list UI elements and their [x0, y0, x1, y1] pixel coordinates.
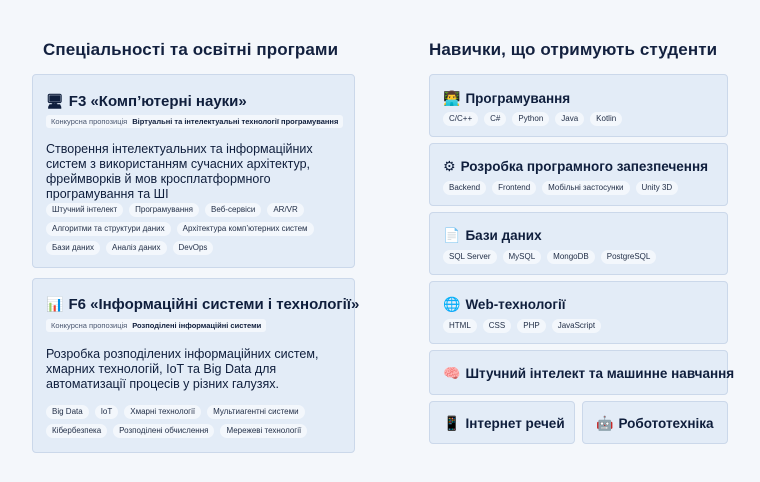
skill-title-text: Бази даних — [465, 228, 542, 243]
tag: Big Data — [46, 405, 89, 419]
tag: Бази даних — [46, 241, 100, 255]
tag: Аналіз даних — [106, 241, 167, 255]
program-tags — [46, 203, 351, 255]
tag: MySQL — [503, 250, 542, 264]
program-description: Розробка розподілених інформаційних систем, хмарних технологій, IoT та Big Data для автоматизації процесів у різних галузях. — [46, 347, 319, 391]
left-column-title: Спеціальності та освітні програми — [43, 40, 339, 59]
tag: Алгоритми та структури даних — [46, 222, 171, 236]
program-description: Створення інтелектуальних та інформаційних систем з використанням сучасних архітектур, фреймворків й мов кросплатформного програмування та ШІ — [46, 142, 313, 201]
skill-title-text: Web-технології — [465, 297, 566, 312]
tag: Штучний інтелект — [46, 203, 123, 217]
program-title — [46, 93, 247, 110]
document-icon: 📄 — [443, 227, 461, 244]
skill-tags — [443, 181, 678, 195]
tag: PostgreSQL — [601, 250, 657, 264]
proposal-badge — [46, 319, 266, 332]
tag: AR/VR — [267, 203, 303, 217]
skill-card-small — [429, 401, 575, 444]
skill-title — [443, 366, 734, 381]
proposal-value: Розподілені інформаційні системи — [132, 321, 262, 330]
tag: Кібербезпека — [46, 424, 107, 438]
gear-icon: ⚙ — [443, 158, 456, 175]
tag: Розподілені обчислення — [113, 424, 214, 438]
brain-icon: 🧠 — [443, 365, 461, 382]
program-title — [46, 296, 359, 313]
tag: Архітектура комп’ютерних систем — [177, 222, 314, 236]
tag: DevOps — [173, 241, 214, 255]
skill-card — [429, 143, 728, 206]
proposal-label: Конкурсна пропозиція — [51, 117, 128, 126]
proposal-label: Конкурсна пропозиція — [51, 321, 128, 330]
tag: Хмарні технології — [124, 405, 201, 419]
tag: Kotlin — [590, 112, 622, 126]
program-card — [32, 278, 360, 453]
tag: Програмування — [129, 203, 199, 217]
tag: Мережеві технології — [220, 424, 307, 438]
tag: Мультиагентні системи — [207, 405, 305, 419]
tag: Unity 3D — [636, 181, 679, 195]
tag: Frontend — [492, 181, 536, 195]
skill-tags — [443, 319, 601, 333]
skill-title-text: Розробка програмного запезпечення — [460, 159, 708, 174]
tag: Веб-сервіси — [205, 203, 261, 217]
skill-title — [443, 159, 708, 174]
skill-card-small — [582, 401, 728, 444]
skill-title — [443, 228, 542, 243]
proposal-value: Віртуальні та інтелектуальні технології програмування — [132, 117, 339, 126]
tag: PHP — [517, 319, 545, 333]
tag: JavaScript — [552, 319, 601, 333]
globe-icon: 🌐 — [443, 296, 461, 313]
skill-tags — [443, 112, 622, 126]
skill-title-text: Інтернет речей — [465, 416, 565, 431]
tag: Java — [555, 112, 584, 126]
robot-icon: 🤖 — [596, 415, 614, 432]
skill-title-text: Штучний інтелект та машинне навчання — [465, 366, 735, 381]
skill-title-text: Програмування — [465, 91, 571, 106]
skill-card — [429, 212, 728, 275]
skill-title — [443, 416, 565, 431]
skill-card — [429, 281, 728, 344]
program-tags — [46, 405, 351, 438]
tag: HTML — [443, 319, 477, 333]
program-card — [32, 74, 355, 268]
right-column-title: Навички, що отримують студенти — [429, 40, 718, 59]
tag: CSS — [483, 319, 511, 333]
skill-tags — [443, 250, 656, 264]
bar-chart-icon: 📊 — [46, 296, 64, 313]
computer-icon: 🖥 — [46, 93, 64, 110]
proposal-badge — [46, 115, 343, 128]
skill-title — [596, 416, 714, 431]
tag: C# — [484, 112, 506, 126]
skill-title-text: Робототехніка — [618, 416, 714, 431]
program-title-text: F6 «Інформаційні системи і технології» — [68, 296, 360, 313]
tag: SQL Server — [443, 250, 497, 264]
tag: Python — [512, 112, 549, 126]
phone-icon: 📱 — [443, 415, 461, 432]
skill-card — [429, 74, 728, 137]
tag: IoT — [95, 405, 119, 419]
tag: Backend — [443, 181, 486, 195]
skill-card — [429, 350, 735, 395]
skill-title — [443, 91, 570, 106]
program-title-text: F3 «Комп’ютерні науки» — [68, 93, 247, 110]
skill-title — [443, 297, 566, 312]
tag: MongoDB — [547, 250, 595, 264]
programmer-icon: 👨‍💻 — [443, 90, 461, 107]
tag: C/C++ — [443, 112, 478, 126]
tag: Мобільні застосунки — [542, 181, 629, 195]
